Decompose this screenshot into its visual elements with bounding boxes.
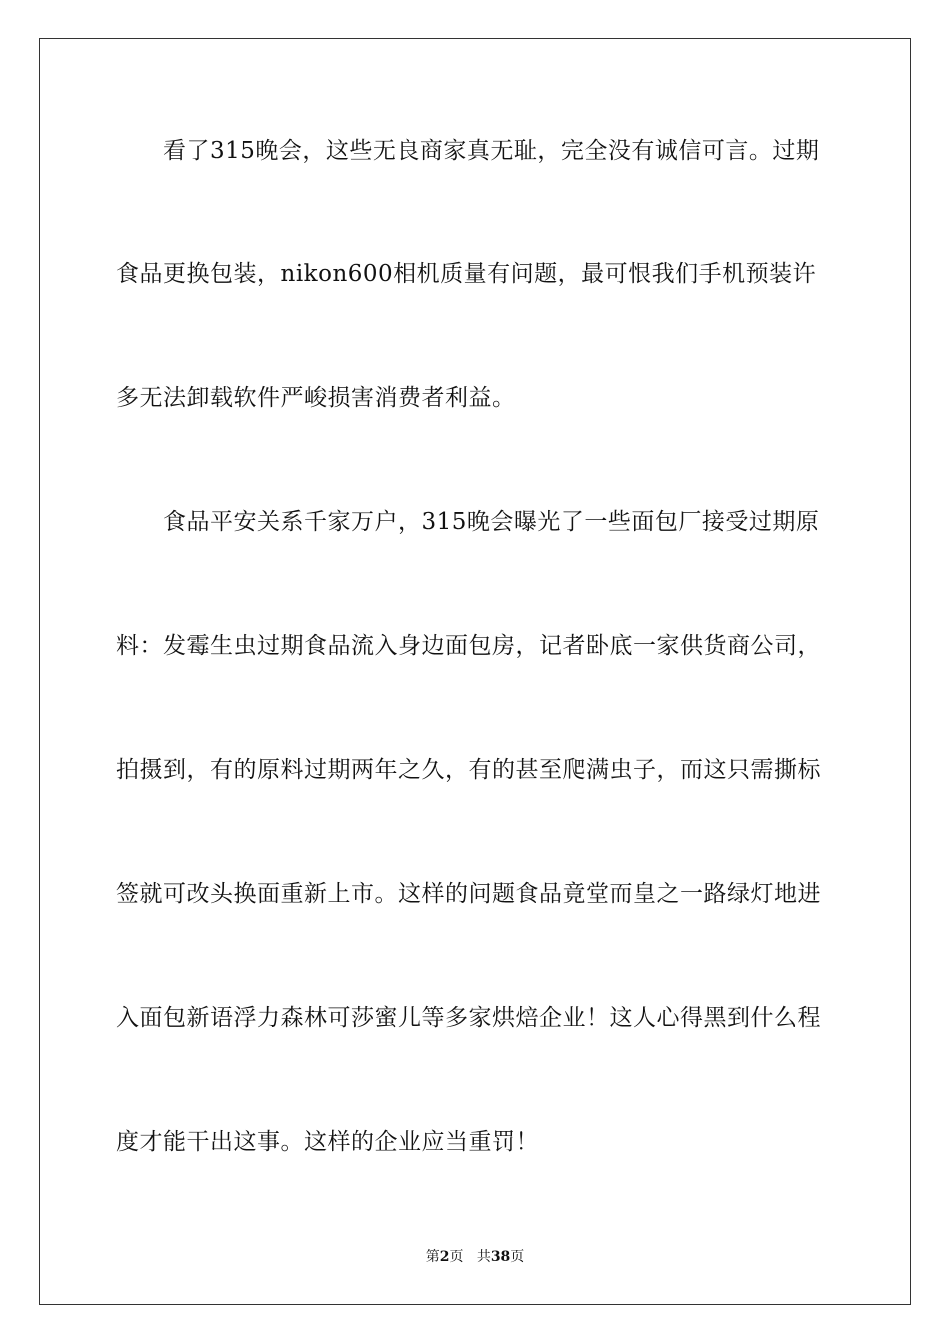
paragraph-line: 食品更换包装，nikon600相机质量有问题，最可恨我们手机预装许 xyxy=(116,261,817,287)
footer-total-suffix: 页 xyxy=(510,1249,525,1265)
paragraph-line: 拍摄到，有的原料过期两年之久，有的甚至爬满虫子，而这只需撕标 xyxy=(116,757,821,783)
page-border xyxy=(39,38,911,1305)
footer-total-pages: 38 xyxy=(490,1249,511,1265)
paragraph-line: 看了315晚会，这些无良商家真无耻，完全没有诚信可言。过期 xyxy=(163,138,820,164)
footer-current-page: 2 xyxy=(439,1249,450,1265)
paragraph-line: 签就可改头换面重新上市。这样的问题食品竟堂而皇之一路绿灯地进 xyxy=(116,881,821,907)
paragraph-line: 食品平安关系千家万户，315晚会曝光了一些面包厂接受过期原 xyxy=(163,509,820,535)
paragraph-line: 入面包新语浮力森林可莎蜜儿等多家烘焙企业！这人心得黑到什么程 xyxy=(116,1005,821,1031)
footer-page-suffix: 页 xyxy=(449,1249,464,1265)
footer-page-prefix: 第 xyxy=(425,1249,440,1265)
page-footer xyxy=(0,1248,950,1266)
paragraph-line: 度才能干出这事。这样的企业应当重罚！ xyxy=(116,1129,539,1155)
paragraph-line: 多无法卸载软件严峻损害消费者利益。 xyxy=(116,385,516,411)
footer-total-prefix: 共 xyxy=(476,1249,491,1265)
paragraph-line: 料：发霉生虫过期食品流入身边面包房，记者卧底一家供货商公司， xyxy=(116,633,821,659)
